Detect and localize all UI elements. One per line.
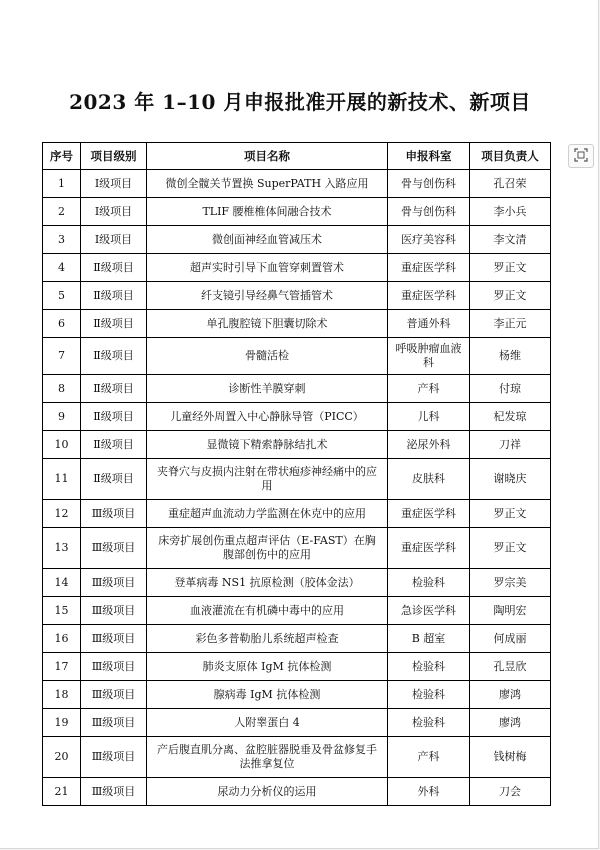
row-lead: 孔昱欣 <box>470 653 551 681</box>
row-index: 5 <box>43 282 81 310</box>
row-lead: 孔召荣 <box>470 170 551 198</box>
row-project-name: 尿动力分析仪的运用 <box>147 778 388 806</box>
page-title: 2023 年 1–10 月申报批准开展的新技术、新项目 <box>69 90 531 114</box>
row-level: Ⅲ级项目 <box>81 500 147 528</box>
row-level: Ⅲ级项目 <box>81 681 147 709</box>
row-level: Ⅲ级项目 <box>81 778 147 806</box>
row-project-name: 单孔腹腔镜下胆囊切除术 <box>147 310 388 338</box>
screenshot-tool-button[interactable] <box>568 144 594 168</box>
row-department: 检验科 <box>388 653 470 681</box>
row-lead: 陶明宏 <box>470 597 551 625</box>
table-row <box>43 681 551 709</box>
row-department: 骨与创伤科 <box>388 170 470 198</box>
row-department: 急诊医学科 <box>388 597 470 625</box>
row-index: 6 <box>43 310 81 338</box>
screenshot-icon <box>574 147 588 166</box>
row-level: Ⅲ级项目 <box>81 625 147 653</box>
header-project-name: 项目名称 <box>147 143 388 170</box>
row-lead: 付琼 <box>470 375 551 403</box>
row-lead: 杨维 <box>470 338 551 375</box>
row-lead: 杞发琼 <box>470 403 551 431</box>
row-level: Ⅱ级项目 <box>81 375 147 403</box>
projects-table <box>42 142 551 806</box>
row-department: 皮肤科 <box>388 459 470 500</box>
row-level: Ⅰ级项目 <box>81 226 147 254</box>
row-level: Ⅲ级项目 <box>81 737 147 778</box>
row-department: 重症医学科 <box>388 500 470 528</box>
row-project-name: 纤支镜引导经鼻气管插管术 <box>147 282 388 310</box>
row-department: 外科 <box>388 778 470 806</box>
row-index: 3 <box>43 226 81 254</box>
row-department: 呼吸肿瘤血液科 <box>388 338 470 375</box>
table-row <box>43 254 551 282</box>
row-level: Ⅱ级项目 <box>81 431 147 459</box>
row-index: 4 <box>43 254 81 282</box>
row-level: Ⅱ级项目 <box>81 459 147 500</box>
row-lead: 何成丽 <box>470 625 551 653</box>
row-department: 产科 <box>388 375 470 403</box>
row-index: 11 <box>43 459 81 500</box>
table-row <box>43 709 551 737</box>
table-row <box>43 569 551 597</box>
row-level: Ⅲ级项目 <box>81 653 147 681</box>
row-department: 检验科 <box>388 569 470 597</box>
table-row <box>43 459 551 500</box>
header-department: 申报科室 <box>388 143 470 170</box>
row-project-name: 骨髓活检 <box>147 338 388 375</box>
row-department: 骨与创伤科 <box>388 198 470 226</box>
row-lead: 罗正文 <box>470 254 551 282</box>
row-project-name: 诊断性羊膜穿刺 <box>147 375 388 403</box>
row-index: 21 <box>43 778 81 806</box>
row-project-name: 超声实时引导下血管穿刺置管术 <box>147 254 388 282</box>
row-project-name: 儿童经外周置入中心静脉导管（PICC） <box>147 403 388 431</box>
row-project-name: 彩色多普勒胎儿系统超声检查 <box>147 625 388 653</box>
row-index: 16 <box>43 625 81 653</box>
row-project-name: 微创面神经血管减压术 <box>147 226 388 254</box>
row-index: 1 <box>43 170 81 198</box>
row-level: Ⅱ级项目 <box>81 403 147 431</box>
row-lead: 谢晓庆 <box>470 459 551 500</box>
table-row <box>43 625 551 653</box>
header-index: 序号 <box>43 143 81 170</box>
row-lead: 罗正文 <box>470 500 551 528</box>
row-department: 重症医学科 <box>388 254 470 282</box>
row-lead: 李小兵 <box>470 198 551 226</box>
row-department: 医疗美容科 <box>388 226 470 254</box>
row-department: 重症医学科 <box>388 282 470 310</box>
row-level: Ⅲ级项目 <box>81 709 147 737</box>
row-index: 14 <box>43 569 81 597</box>
table-row <box>43 597 551 625</box>
row-index: 18 <box>43 681 81 709</box>
table-row <box>43 282 551 310</box>
table-row <box>43 500 551 528</box>
row-level: Ⅲ级项目 <box>81 528 147 569</box>
table-row <box>43 375 551 403</box>
row-project-name: 床旁扩展创伤重点超声评估（E-FAST）在胸腹部创伤中的应用 <box>147 528 388 569</box>
row-index: 19 <box>43 709 81 737</box>
row-department: 泌尿外科 <box>388 431 470 459</box>
row-level: Ⅱ级项目 <box>81 338 147 375</box>
row-project-name: 血液灌流在有机磷中毒中的应用 <box>147 597 388 625</box>
row-project-name: 显微镜下精索静脉结扎术 <box>147 431 388 459</box>
row-level: Ⅲ级项目 <box>81 569 147 597</box>
row-lead: 廖鸿 <box>470 709 551 737</box>
row-index: 7 <box>43 338 81 375</box>
row-level: Ⅱ级项目 <box>81 310 147 338</box>
row-department: B 超室 <box>388 625 470 653</box>
row-department: 儿科 <box>388 403 470 431</box>
row-project-name: 夹脊穴与皮损内注射在带状疱疹神经痛中的应用 <box>147 459 388 500</box>
table-row <box>43 226 551 254</box>
row-index: 17 <box>43 653 81 681</box>
row-project-name: 登革病毒 NS1 抗原检测（胶体金法） <box>147 569 388 597</box>
table-row <box>43 528 551 569</box>
row-index: 15 <box>43 597 81 625</box>
row-lead: 钱树梅 <box>470 737 551 778</box>
row-lead: 罗正文 <box>470 528 551 569</box>
row-level: Ⅰ级项目 <box>81 170 147 198</box>
header-lead: 项目负责人 <box>470 143 551 170</box>
table-row <box>43 737 551 778</box>
table-row <box>43 310 551 338</box>
row-lead: 李正元 <box>470 310 551 338</box>
row-index: 13 <box>43 528 81 569</box>
row-index: 9 <box>43 403 81 431</box>
row-department: 产科 <box>388 737 470 778</box>
row-project-name: 腺病毒 IgM 抗体检测 <box>147 681 388 709</box>
row-index: 20 <box>43 737 81 778</box>
table-row <box>43 778 551 806</box>
table-row <box>43 431 551 459</box>
table-header-row <box>43 143 551 170</box>
row-index: 12 <box>43 500 81 528</box>
row-department: 重症医学科 <box>388 528 470 569</box>
row-department: 检验科 <box>388 709 470 737</box>
row-project-name: 微创全髋关节置换 SuperPATH 入路应用 <box>147 170 388 198</box>
row-level: Ⅲ级项目 <box>81 597 147 625</box>
row-department: 检验科 <box>388 681 470 709</box>
table-row <box>43 403 551 431</box>
row-lead: 李文清 <box>470 226 551 254</box>
row-lead: 罗宗美 <box>470 569 551 597</box>
table-row <box>43 170 551 198</box>
row-lead: 刀祥 <box>470 431 551 459</box>
row-project-name: TLIF 腰椎椎体间融合技术 <box>147 198 388 226</box>
table-row <box>43 198 551 226</box>
row-lead: 刀会 <box>470 778 551 806</box>
row-project-name: 重症超声血流动力学监测在休克中的应用 <box>147 500 388 528</box>
header-level: 项目级别 <box>81 143 147 170</box>
row-index: 10 <box>43 431 81 459</box>
table-row <box>43 338 551 375</box>
row-project-name: 肺炎支原体 IgM 抗体检测 <box>147 653 388 681</box>
row-lead: 罗正文 <box>470 282 551 310</box>
table-row <box>43 653 551 681</box>
row-project-name: 产后腹直肌分离、盆腔脏器脱垂及骨盆修复手法推拿复位 <box>147 737 388 778</box>
row-level: Ⅰ级项目 <box>81 198 147 226</box>
row-level: Ⅱ级项目 <box>81 254 147 282</box>
row-lead: 廖鸿 <box>470 681 551 709</box>
row-index: 8 <box>43 375 81 403</box>
row-project-name: 人附睾蛋白 4 <box>147 709 388 737</box>
row-department: 普通外科 <box>388 310 470 338</box>
row-index: 2 <box>43 198 81 226</box>
row-level: Ⅱ级项目 <box>81 282 147 310</box>
